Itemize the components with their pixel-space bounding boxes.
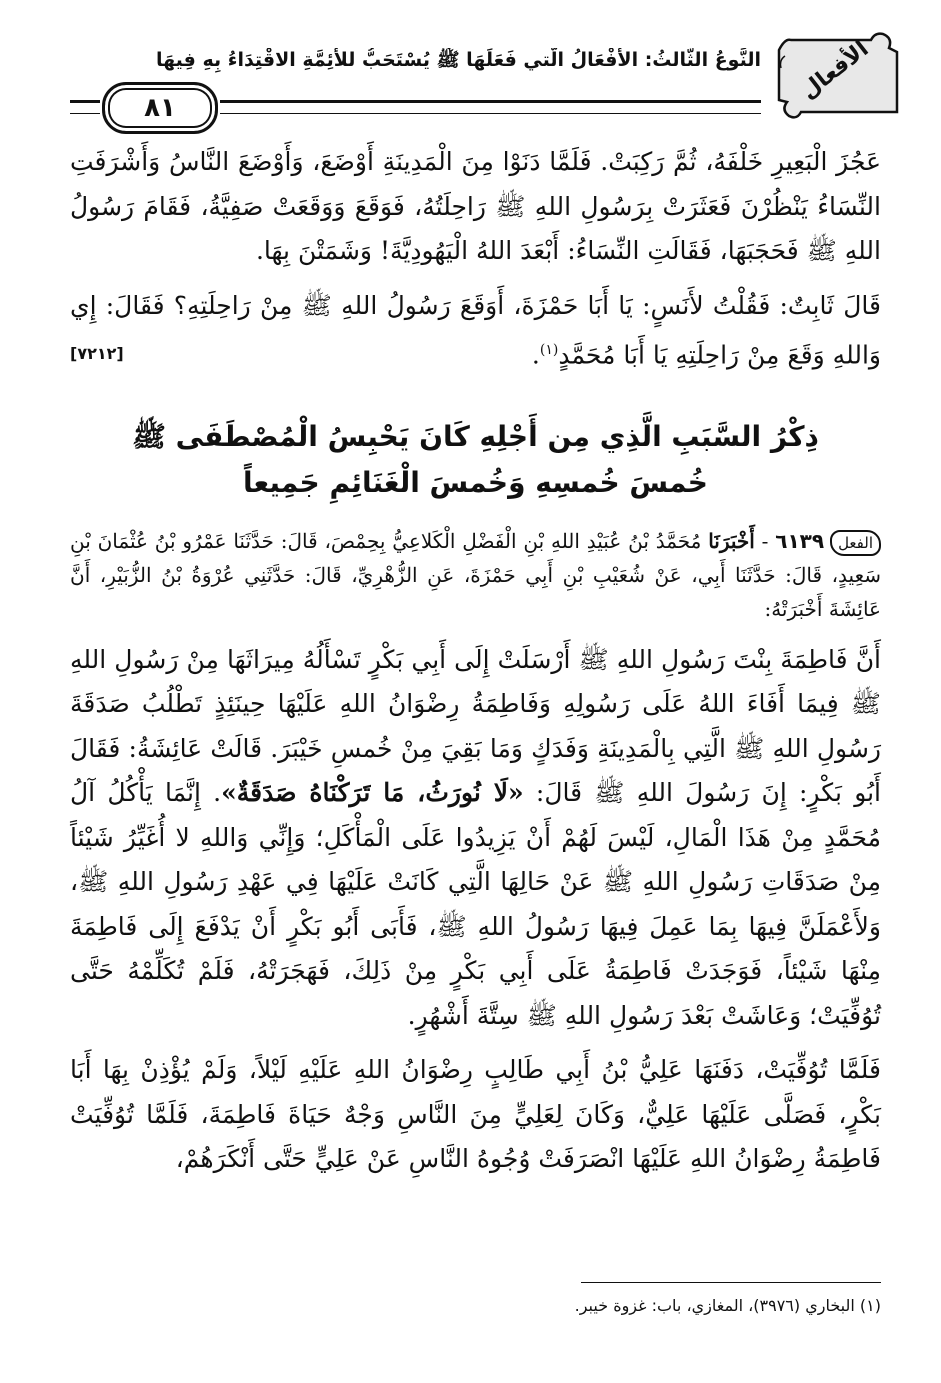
- section-badge: [771, 30, 901, 120]
- hadith-tag: الفعل: [830, 530, 881, 556]
- footnote: (١) البخاري (٣٩٧٦)، المغازي، باب: غزوة خيبر.: [574, 1296, 881, 1315]
- hadith-quote: «لَا نُورَثُ، مَا تَرَكْنَاهُ صَدَقَةٌ»: [221, 778, 524, 808]
- hadith-akhbarana: أَخْبَرَنَا: [708, 528, 755, 553]
- footnote-rule: [581, 1282, 881, 1283]
- hadith-number: ٦١٣٩: [775, 528, 825, 553]
- hadith-matn-1b: . إِنَّمَا يَأْكُلُ آلُ مُحَمَّدٍ مِنْ هَذَا الْمَالِ، لَيْسَ لَهُمْ أَنْ يَزِيدُوا عَلَى الْمَأْكَلِ؛ وَإِنِّي وَاللهِ لا أُغَيِّرُ شَيْئاً مِنْ صَدَقَاتِ رَسُولِ اللهِ ﷺ عَنْ حَالِهَا الَّتِي كَانَتْ عَلَيْهَا فِي عَهْدِ رَسُولِ اللهِ ﷺ، وَلأَعْمَلَنَّ فِيهَا بِمَا عَمِلَ فِيهَا رَسُولُ اللهِ ﷺ، فَأَبَى أَبُو بَكْرٍ أَنْ يَدْفَعَ إِلَى فَاطِمَةَ مِنْهَا شَيْئاً، فَوَجَدَتْ فَاطِمَةُ عَلَى أَبِي بَكْرٍ مِنْ ذَلِكَ، فَهَجَرَتْهُ، فَلَمْ تُكَلِّمْهُ حَتَّى تُوُفِّيَتْ؛ وَعَاشَتْ بَعْدَ رَسُولِ اللهِ ﷺ سِتَّةَ أَشْهُرٍ.: [70, 778, 881, 1030]
- hadith-matn-1a: أَنَّ فَاطِمَةَ بِنْتَ رَسُولِ اللهِ ﷺ أَرْسَلَتْ إِلَى أَبِي بَكْرٍ تَسْأَلُهُ مِيرَاثَهَا مِنْ رَسُولِ اللهِ ﷺ فِيمَا أَفَاءَ اللهُ عَلَى رَسُولِهِ وَفَاطِمَةُ رِضْوَانُ اللهِ عَلَيْهَا حِينَئِذٍ تَطْلُبُ صَدَقَةَ رَسُولِ اللهِ ﷺ الَّتِي بِالْمَدِينَةِ وَفَدَكٍ وَمَا بَقِيَ مِنْ خُمسِ خَيْبَرَ. قَالَتْ عَائِشَةُ: فَقَالَ أَبُو بَكْرٍ: إِنَ رَسُولَ اللهِ ﷺ قَالَ:: [70, 644, 882, 808]
- hadith-isnad-text: مُحَمَّدُ بْنُ عُبَيْدِ اللهِ بْنِ الْفَضْلِ الْكَلاعِيُّ بِحِمْصَ، قَالَ: حَدَّثَنَا عَمْرُو بْنُ عُثْمَانَ بْنِ سَعِيدٍ، قَالَ: حَدَّثَنَا أَبِي، عَنْ شُعَيْبِ بْنِ أَبِي حَمْزَةَ، عَنِ الزُّهْرِيِّ، قَالَ: حَدَّثَنِي عُرْوَةُ بْنُ الزُّبَيْرِ، أَنَّ عَائِشَةَ أَخْبَرَتْهُ:: [70, 528, 881, 621]
- paragraph-1: عَجُزَ الْبَعِيرِ خَلْفَهُ، ثُمَّ رَكِبَتْ. فَلَمَّا دَنَوْا مِنَ الْمَدِينَةِ أَوْضَعَ، وَأَوْضَعَ النَّاسُ وَأَشْرَفَتِ النِّسَاءُ يَنْظُرْنَ فَعَثَرَتْ بِرَسُولِ اللهِ ﷺ رَاحِلَتُهُ، فَوَقَعَ وَوَقَعَتْ صَفِيَّةُ، فَقَامَ رَسُولُ اللهِ ﷺ فَحَجَبَهَا، فَقَالَتِ النِّسَاءُ: أَبْعَدَ اللهُ الْيَهُودِيَّةَ! وَشَمَتْنَ بِهَا.: [70, 147, 881, 265]
- footnote-mark[interactable]: (١): [539, 342, 559, 358]
- header-rule: [220, 100, 761, 114]
- section-heading-line-1: ذِكْرُ السَّبَبِ الَّذِي مِن أَجْلِهِ كَانَ يَحْبِسُ الْمُصْطَفَى ﷺ: [132, 419, 819, 453]
- section-heading: [70, 414, 881, 506]
- hadith-matn-2: فَلَمَّا تُوُفِّيَتْ، دَفَنَهَا عَلِيُّ بْنُ أَبِي طَالِبٍ رِضْوَانُ اللهِ عَلَيْهِ لَيْلاً، وَلَمْ يُؤْذِنْ بِهَا أَبَا بَكْرٍ، فَصَلَّى عَلَيْهَا عَلِيٌّ، وَكَانَ لِعَلِيٍّ مِنَ النَّاسِ وَجْهٌ حَيَاةَ فَاطِمَةَ، فَلَمَّا تُوُفِّيَتْ فَاطِمَةُ رِضْوَانُ اللهِ عَلَيْهَا انْصَرَفَتْ وُجُوهُ النَّاسِ عَنْ عَلِيٍّ حَتَّى أَنْكَرَهُمْ،: [70, 1055, 881, 1174]
- hadith-reference: [٧٢١٢]: [70, 344, 124, 363]
- running-title: النَّوعُ الثَّالثُ: الأفْعَالُ الَّتي فَعَلَهَا ﷺ يُسْتَحَبُّ للأَئِمَّةِ الاقْتِدَاءُ بِهِ فِيهَا: [155, 49, 761, 71]
- page-number: ٨١: [102, 82, 218, 134]
- page-header: [70, 20, 901, 130]
- hadith-dash: -: [754, 528, 776, 553]
- hadith-isnad: [70, 524, 881, 626]
- section-heading-line-2: خُمسَ خُمسِهِ وَخُمسَ الْغَنَائِمِ جَمِيعاً: [243, 465, 708, 499]
- paragraph-2-end: .: [531, 340, 540, 370]
- header-rule-left: [70, 100, 100, 114]
- hadith-matn-1: [70, 638, 881, 1039]
- paragraph-2-text: قَالَ ثَابِتٌ: فَقُلْتُ لأَنَسٍ: يَا أَبَا حَمْزَةَ، أَوَقَعَ رَسُولُ اللهِ ﷺ مِنْ رَاحِلَتِهِ؟ فَقَالَ: إِي وَاللهِ وَقَعَ مِنْ رَاحِلَتِهِ يَا أَبَا مُحَمَّدٍ: [70, 290, 881, 370]
- paragraph-2: [70, 284, 881, 378]
- main-text: [70, 140, 881, 1182]
- badge-label: الأفعال: [796, 36, 874, 105]
